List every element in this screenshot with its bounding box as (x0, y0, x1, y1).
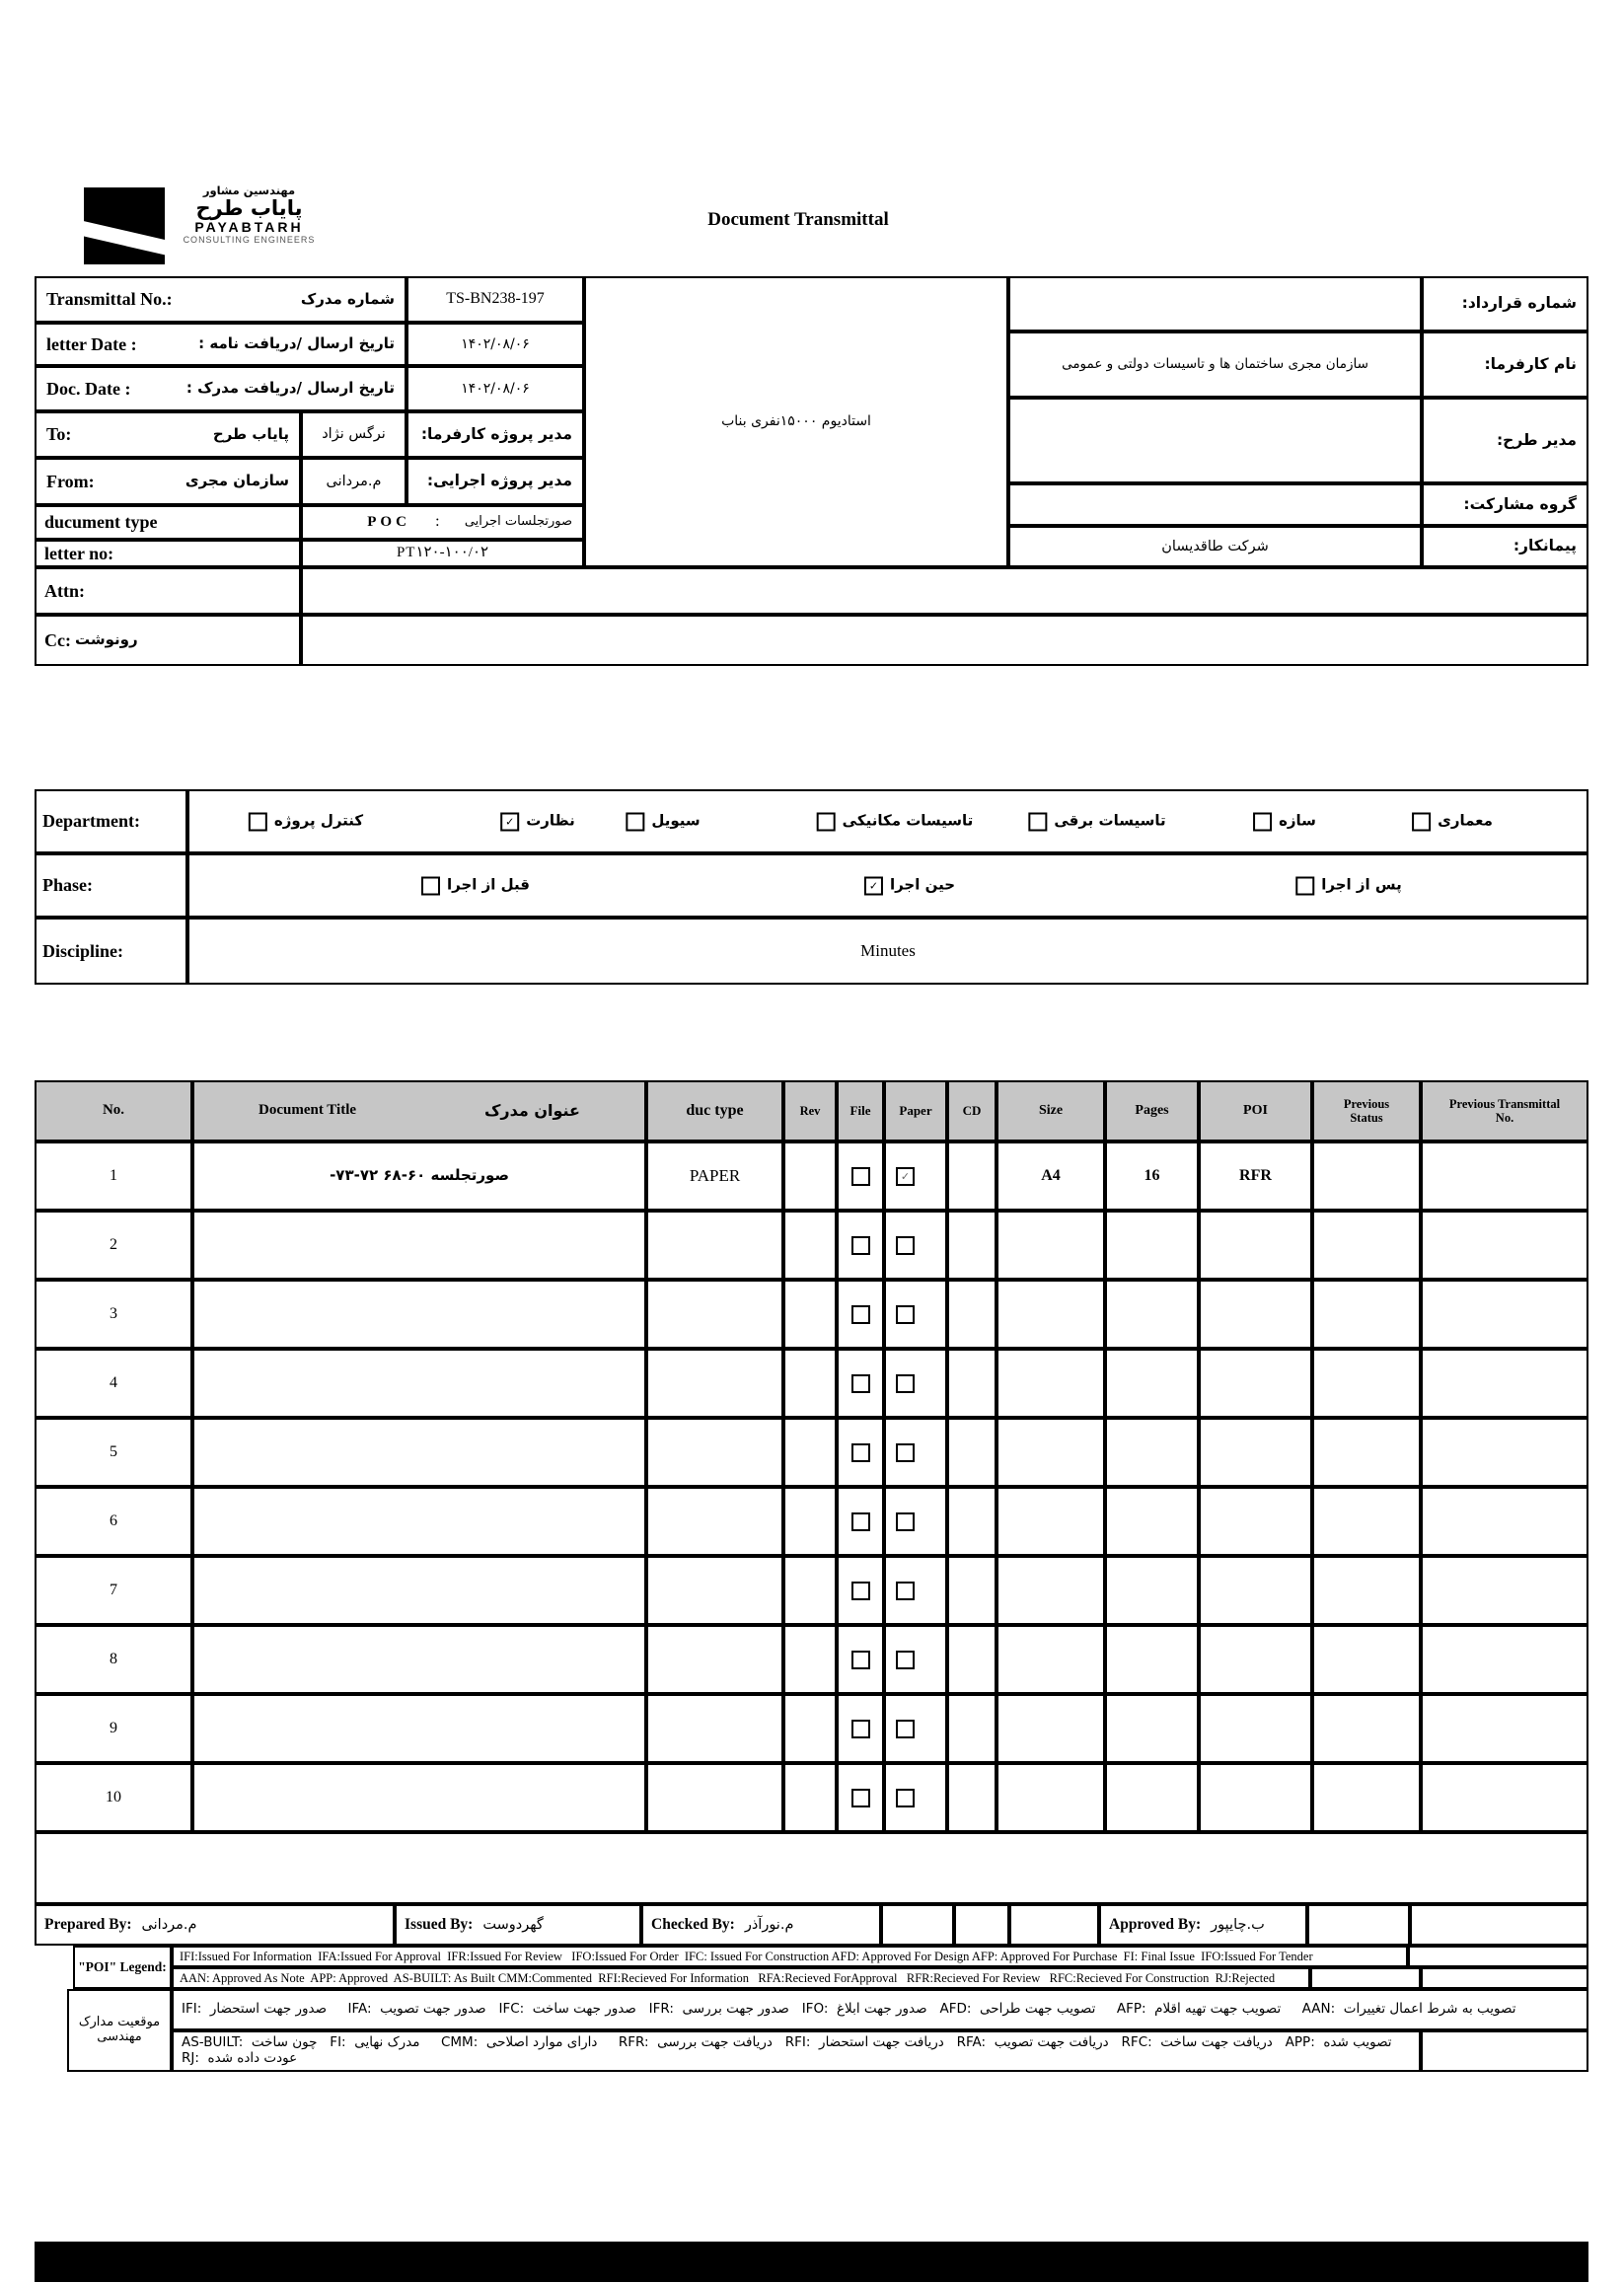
poi-legend-line1: IFI:Issued For Information IFA:Issued For Approval IFR:Issued For Review IFO:Issued For Order IFC: Issued For Construction AFD: Approved For Design AFP: Approved For Purchase FI: Final Issue IFO:Issued For Tender (180, 1949, 1313, 1963)
col-header-poi: POI (1201, 1082, 1310, 1140)
prepared-by-name: م.مردانی (141, 1916, 197, 1933)
approved-by-label: Approved By: (1109, 1916, 1202, 1934)
col-header-no: No. (37, 1082, 190, 1140)
cc-label-fa: رونوشت (74, 630, 138, 649)
from-value: سازمان مجری (185, 472, 289, 490)
checkbox-structure[interactable] (1253, 812, 1272, 831)
col-header-size: Size (998, 1082, 1103, 1140)
table-row-size: A4 (998, 1143, 1103, 1209)
file-checkbox[interactable] (851, 1789, 870, 1807)
doc-date-label-fa: تاریخ ارسال /دریافت مدرک : (185, 379, 395, 398)
table-row-duc-type: PAPER (648, 1143, 781, 1209)
department-option-supervision: ✓ نظارت (500, 812, 575, 831)
col-header-rev: Rev (785, 1082, 835, 1140)
file-checkbox[interactable] (851, 1236, 870, 1255)
project-note: استادیوم ۱۵۰۰۰نفری بناب (721, 413, 871, 430)
fa-legend-line2: AS-BUILT: چون ساخت FI: مدرک نهایی CMM: دارای موارد اصلاحی RFR: دریافت جهت بررسی RFI: دریافت جهت استحضار RFA: دریافت جهت تصویب RFC: دریافت جهت ساخت APP: تصویب شده RJ: عودت داده شده (182, 2034, 1414, 2066)
department-option-architecture: معماری (1412, 812, 1493, 831)
logo-mark-icon (84, 220, 165, 256)
col-header-file: File (839, 1082, 882, 1140)
discipline-value: Minutes (860, 941, 916, 961)
file-checkbox[interactable] (851, 1582, 870, 1600)
table-row-no: 3 (37, 1282, 190, 1347)
discipline-label: Discipline: (42, 940, 124, 961)
letter-no-value: PT۱۲۰-۱۰۰/۰۲ (396, 545, 489, 561)
logo-fa-tagline: مهندسین مشاور (202, 184, 296, 197)
file-checkbox[interactable] (851, 1305, 870, 1324)
to-value: پایاب طرح (212, 424, 289, 443)
phase-option-after-execution: پس از اجرا (1295, 876, 1401, 895)
table-row-no: 9 (37, 1696, 190, 1761)
paper-checkbox[interactable] (896, 1443, 915, 1462)
file-checkbox[interactable] (851, 1720, 870, 1738)
col-header-cd: CD (949, 1082, 995, 1140)
contract-no-label: شماره قرارداد: (1461, 294, 1577, 313)
fa-legend-line1: IFI: صدور جهت استحضار IFA: صدور جهت تصویب IFC: صدور جهت ساخت IFR: صدور جهت بررسی IFO: صدور جهت ابلاغ AFD: تصویب جهت طراحی AFP: تصویب جهت تهیه اقلام AAN: تصویب به شرط اعمال تغییرات (182, 2001, 1516, 2018)
table-row-title: صورتجلسه ۶۰-۶۸ ۷۲-۷۳- (194, 1143, 644, 1209)
department-label: Department: (42, 811, 140, 832)
table-row-no: 4 (37, 1351, 190, 1416)
classification-table (35, 789, 1588, 985)
paper-checkbox[interactable] (896, 1720, 915, 1738)
from-role-label: مدیر پروژه اجرایی: (426, 472, 572, 490)
table-row-no: 8 (37, 1627, 190, 1692)
checkbox-electrical[interactable] (1028, 812, 1047, 831)
col-header-pages: Pages (1107, 1082, 1197, 1140)
col-header-prev-transmittal: Previous Transmittal No. (1423, 1082, 1587, 1140)
transmittal-no-label-fa: شماره مدرک (300, 289, 395, 308)
paper-checkbox[interactable] (896, 1512, 915, 1531)
fa-legend (67, 1989, 1588, 2072)
file-checkbox[interactable] (851, 1167, 870, 1186)
header-table (35, 276, 1588, 666)
department-option-mechanical: تاسیسات مکانیکی (817, 812, 974, 831)
checkbox-after-execution[interactable] (1295, 876, 1314, 895)
table-row-pages: 16 (1107, 1143, 1197, 1209)
col-header-duc-type: duc type (648, 1082, 781, 1140)
contractor-value: شرکت طاقدیسان (1161, 538, 1269, 554)
document-type-colon: : (435, 513, 440, 531)
transmittal-no-value: TS-BN238-197 (446, 290, 545, 308)
jv-group-label: گروه مشارکت: (1463, 494, 1577, 513)
checkbox-project-control[interactable] (249, 812, 267, 831)
paper-checkbox[interactable] (896, 1582, 915, 1600)
to-person: نرگس نژاد (322, 426, 386, 443)
paper-checkbox[interactable] (896, 1236, 915, 1255)
paper-checkbox[interactable] (896, 1305, 915, 1324)
letter-date-value: ۱۴۰۲/۰۸/۰۶ (461, 335, 530, 352)
poi-legend (73, 1946, 1588, 1989)
to-label: To: (46, 424, 72, 445)
department-option-structure: سازه (1253, 812, 1316, 831)
paper-checkbox[interactable] (896, 1374, 915, 1393)
doc-date-label: Doc. Date : (46, 378, 131, 399)
fa-legend-label: موقعیت مدارک مهندسی (78, 2015, 161, 2044)
approved-by-name: ب.چایپور (1211, 1916, 1265, 1933)
col-header-prev-status: Previous Status (1314, 1082, 1419, 1140)
department-option-civil: سیویل (626, 812, 700, 831)
client-name-value: سازمان مجری ساختمان ها و تاسیسات دولتی و عمومی (1062, 355, 1368, 372)
attn-label: Attn: (44, 580, 85, 601)
transmittal-no-label: Transmittal No.: (46, 289, 173, 310)
department-option-electrical: تاسیسات برقی (1028, 812, 1165, 831)
phase-option-during-execution: ✓ حین اجرا (864, 876, 955, 895)
document-table (35, 1080, 1588, 1904)
logo-fa-name: پایاب طرح (195, 196, 303, 220)
to-role-label: مدیر پروژه کارفرما: (420, 424, 572, 443)
table-row-poi: RFR (1201, 1143, 1310, 1209)
table-row-no: 10 (37, 1765, 190, 1830)
table-footer-blank (37, 1834, 1587, 1902)
prepared-by-label: Prepared By: (44, 1916, 132, 1934)
letter-date-label-fa: تاریخ ارسال /دریافت نامه : (198, 334, 395, 353)
checkbox-civil[interactable] (626, 812, 644, 831)
file-checkbox[interactable] (851, 1374, 870, 1393)
checkbox-during-execution[interactable]: ✓ (864, 876, 883, 895)
checkbox-mechanical[interactable] (817, 812, 836, 831)
client-name-label: نام کارفرما: (1484, 354, 1577, 373)
design-manager-label: مدیر طرح: (1496, 430, 1577, 449)
document-type-value-fa: صورتجلسات اجرایی (464, 514, 572, 530)
from-person: م.مردانی (326, 473, 382, 489)
company-logo (84, 187, 165, 264)
issued-by-name: گهردوست (482, 1916, 544, 1933)
checkbox-before-execution[interactable] (421, 876, 440, 895)
poi-legend-line2: AAN: Approved As Note APP: Approved AS-BUILT: As Built CMM:Commented RFI:Recieved For Information RFA:Recieved ForApproval RFR:Recieved For Review RFC:Recieved For Construction RJ:Rejected (180, 1970, 1276, 1985)
col-header-paper: Paper (886, 1082, 945, 1140)
document-type-label: ducument type (44, 512, 158, 533)
phase-label: Phase: (42, 875, 93, 896)
letter-date-label: letter Date : (46, 333, 137, 354)
paper-checkbox[interactable]: ✓ (896, 1167, 915, 1186)
page-title: Document Transmittal (707, 209, 889, 230)
department-option-project-control: کنترل پروژه (249, 812, 363, 831)
signature-row (35, 1904, 1588, 1946)
paper-checkbox[interactable] (896, 1789, 915, 1807)
issued-by-label: Issued By: (405, 1916, 474, 1934)
document-type-value: POC (367, 513, 410, 530)
table-row-no: 2 (37, 1213, 190, 1278)
checked-by-label: Checked By: (651, 1916, 735, 1934)
checked-by-name: م.نورآذر (744, 1916, 794, 1933)
checkbox-supervision[interactable]: ✓ (500, 812, 519, 831)
logo-en-sub: CONSULTING ENGINEERS (183, 235, 316, 246)
paper-checkbox[interactable] (896, 1651, 915, 1669)
logo-en-name: PAYABTARH (194, 219, 304, 236)
poi-legend-label: "POI" Legend: (78, 1959, 167, 1975)
table-row-no: 6 (37, 1489, 190, 1554)
phase-option-before-execution: قبل از اجرا (421, 876, 530, 895)
col-header-title: Document Title عنوان مدرک (194, 1082, 644, 1140)
table-row-no: 1 (37, 1143, 190, 1209)
cc-label: Cc: (44, 629, 71, 650)
letter-no-label: letter no: (44, 543, 114, 563)
doc-date-value: ۱۴۰۲/۰۸/۰۶ (461, 380, 530, 397)
from-label: From: (46, 471, 95, 491)
file-checkbox[interactable] (851, 1443, 870, 1462)
table-row-no: 5 (37, 1420, 190, 1485)
contractor-label: پیمانکار: (1513, 537, 1577, 555)
file-checkbox[interactable] (851, 1651, 870, 1669)
checkbox-architecture[interactable] (1412, 812, 1431, 831)
file-checkbox[interactable] (851, 1512, 870, 1531)
table-row-no: 7 (37, 1558, 190, 1623)
bottom-bar (35, 2242, 1588, 2282)
